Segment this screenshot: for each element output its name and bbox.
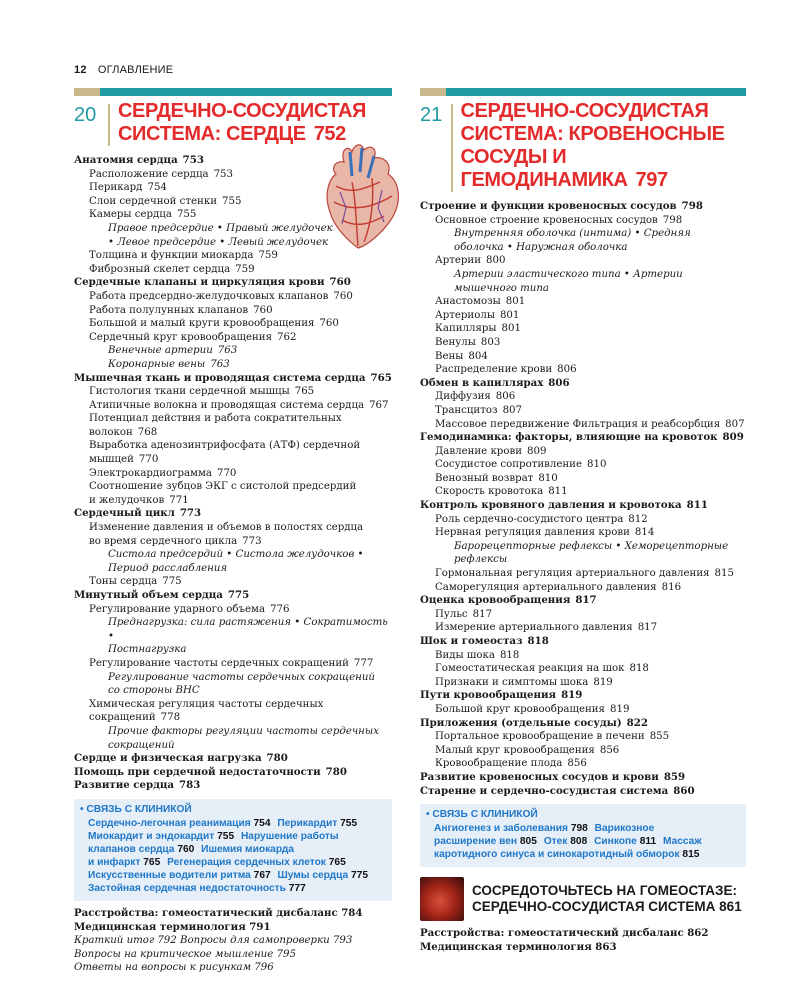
toc-entry: Оценка кровообращения 817 (420, 594, 597, 607)
toc-entry: Старение и сердечно-сосудистая система 860 (420, 784, 695, 797)
toc-page: 810 (587, 459, 607, 471)
toc-page: 856 (599, 744, 620, 756)
end-matter (74, 907, 392, 975)
toc-entry: Регулирование частоты сердечных сокращений (108, 671, 375, 683)
toc-entry: и желудочков 771 (89, 494, 189, 506)
toc-page: 807 (725, 418, 745, 430)
toc-entry: Помощь при сердечной недостаточности 780 (74, 765, 347, 778)
toc-entry: Работа полулунных клапанов 760 (89, 304, 273, 316)
toc-entry: Соотношение зубцов ЭКГ с систолой предсердий (89, 481, 357, 493)
toc-page: 817 (575, 594, 597, 607)
clinic-topic: и инфаркт (88, 856, 144, 868)
toc-entry: Сердце и физическая нагрузка 780 (74, 752, 288, 765)
toc-entry: Камеры сердца 755 (89, 209, 197, 221)
toc-page: 770 (138, 454, 159, 466)
toc-page: 801 (499, 309, 520, 321)
chapter-heading (420, 100, 746, 192)
toc-page: 822 (626, 716, 648, 729)
clinic-topic: Нарушение работы (240, 830, 339, 842)
toc-entry: Массовое передвижение Фильтрация и реабсорбция 807 (435, 418, 745, 430)
toc-entry: Минутный объем сердца 775 (74, 589, 250, 601)
toc-entry: Слои сердечной стенки 755 (89, 195, 242, 207)
toc-entry: мышечного типа (454, 282, 549, 294)
toc-page: 762 (277, 331, 297, 343)
clinic-topic: Ангиогенез и заболевания (434, 823, 571, 835)
clinic-box (420, 804, 746, 867)
toc-page: 760 (319, 318, 339, 330)
toc-page: 767 (369, 399, 389, 411)
chapter-number: 20 (74, 104, 97, 126)
toc-page: 768 (137, 426, 158, 438)
toc-page: 818 (527, 635, 549, 647)
toc-entry: Шок и гомеостаз 818 (420, 635, 549, 647)
toc-entry: Скорость кровотока 811 (435, 486, 568, 498)
toc-page: 817 (637, 622, 658, 634)
toc-entry: Работа предсердно-желудочковых клапанов 760 (89, 290, 353, 302)
toc-entry: Приложения (отдельные сосуды) 822 (420, 716, 648, 729)
toc-entry: Роль сердечно-сосудистого центра 812 (435, 513, 648, 525)
toc-entry: Вены 804 (435, 350, 488, 362)
toc-entry: Основное строение кровеносных сосудов 798 (435, 214, 683, 226)
clinic-topic: Массаж (662, 836, 702, 848)
toc-entry: Выработка аденозинтрифосфата (АТФ) сердечной (89, 440, 361, 452)
toc-page: 783 (179, 779, 201, 792)
toc-entry: Сердечный круг кровообращения 762 (89, 331, 297, 343)
clinic-page: 755 (217, 830, 237, 842)
toc-entry: Фиброзный скелет сердца 759 (89, 263, 255, 275)
chapter-title: СЕРДЕЧНО-СОСУДИСТАЯ СИСТЕМА: КРОВЕНОСНЫЕ СОСУДЫ И ГЕМОДИНАМИКА 797 (460, 100, 725, 191)
clinic-topic: Искусственные водители ритма (88, 869, 254, 881)
toc-entry: во время сердечного цикла 773 (89, 535, 262, 547)
toc-page: 817 (472, 608, 493, 620)
toc-page: 773 (242, 535, 262, 547)
toc-page: 807 (502, 404, 523, 416)
toc-page: 755 (176, 209, 197, 221)
section-title: ОГЛАВЛЕНИЕ (97, 64, 174, 76)
clinic-line (88, 843, 386, 856)
toc-entry: Артериолы 801 (435, 309, 520, 321)
toc-entry: Строение и функции кровеносных сосудов 798 (420, 200, 703, 212)
toc-entry: Потенциал действия и работа сократительных волокон 768 (89, 413, 342, 438)
toc-page: 780 (266, 752, 288, 765)
toc-page: 760 (253, 304, 273, 316)
clinic-page: 765 (328, 856, 346, 868)
clinic-page: 755 (340, 817, 358, 829)
toc-entry: Барорецепторные рефлексы • Хеморецепторные (454, 540, 729, 552)
toc-page: 806 (548, 376, 570, 389)
toc-entry: Распределение крови 806 (435, 364, 577, 376)
toc-entry: Анастомозы 801 (435, 296, 526, 308)
clinic-page: 798 (570, 823, 591, 835)
end-matter-entry: Вопросы на критическое мышление 795 (74, 948, 296, 960)
clinic-topic: Перикардит (277, 817, 341, 829)
end-matter-entry: Расстройства: гомеостатический дисбаланс 784 (74, 906, 363, 919)
toc-page: 810 (538, 472, 558, 484)
toc-entry: Атипичные волокна и проводящая система сердца 767 (89, 399, 389, 411)
toc-page: 809 (527, 445, 547, 457)
toc-entry: Большой и малый круги кровообращения 760 (89, 318, 339, 330)
chapter-bar (420, 88, 746, 96)
toc-page: 806 (495, 391, 516, 403)
toc-page: 803 (480, 336, 501, 348)
toc-entry: Сосудистое сопротивление 810 (435, 459, 607, 471)
toc-entry: Признаки и симптомы шока 819 (435, 676, 613, 688)
clinic-page: 765 (143, 856, 164, 868)
toc-entry: Венулы 803 (435, 336, 501, 348)
toc-page: 800 (486, 255, 506, 267)
heart-photo-icon (420, 877, 464, 921)
end-matter-entry: Медицинская терминология 791 (74, 920, 271, 933)
toc-page: 780 (325, 765, 347, 778)
toc-entry: Диффузия 806 (435, 391, 516, 403)
toc-page: 859 (663, 770, 686, 783)
toc-entry: Венечные артерии 763 (108, 345, 238, 357)
toc-page: 753 (182, 154, 204, 166)
toc-entry: Регулирование частоты сердечных сокращений 777 (89, 657, 374, 669)
toc-page: 770 (216, 467, 237, 479)
toc-entry: Мышечная ткань и проводящая система сердца 765 (74, 371, 392, 384)
clinic-page: 811 (639, 836, 659, 848)
clinic-page: 777 (288, 882, 306, 894)
toc-entry: Коронарные вены 763 (108, 358, 230, 370)
toc-page: 759 (235, 263, 255, 275)
chapter-heading (74, 100, 392, 146)
toc-entry: Сердечные клапаны и циркуляция крови 760 (74, 276, 351, 289)
toc-entry: со стороны ВНС (108, 685, 200, 697)
clinic-line (88, 869, 386, 882)
chapter-number: 21 (420, 104, 443, 126)
toc-entry: Нервная регуляция давления крови 814 (435, 527, 655, 539)
clinic-header: • СВЯЗЬ С КЛИНИКОЙ (80, 803, 192, 815)
clinic-topic: Миокардит и эндокардит (88, 830, 218, 842)
toc-page: 818 (629, 663, 649, 675)
clinic-line (88, 830, 386, 843)
toc-entry: Развитие сердца 783 (74, 779, 201, 792)
toc-page: 814 (634, 527, 655, 539)
clinic-topic: Застойная сердечная недостаточность (88, 882, 289, 894)
toc-entry: Период расслабления (108, 562, 228, 574)
clinic-topic: каротидного синуса и синокаротидный обморок (434, 849, 683, 861)
toc-page: 760 (333, 290, 353, 302)
toc-page: 804 (468, 350, 488, 362)
toc-entry: Систола предсердий • Систола желудочков • (108, 549, 364, 561)
toc-entry: Регулирование ударного объема 776 (89, 603, 290, 615)
toc-entry: Артерии 800 (435, 255, 506, 267)
toc-page: 801 (505, 296, 526, 308)
toc-page: 798 (662, 214, 683, 226)
toc-entry: Портальное кровообращение в печени 855 (435, 731, 670, 743)
toc-page: 855 (649, 731, 670, 743)
running-header (74, 64, 173, 76)
clinic-page: 775 (350, 869, 368, 881)
toc-entry: Перикард 754 (89, 182, 167, 194)
toc-page: 771 (169, 494, 189, 506)
clinic-page: 805 (519, 836, 540, 848)
toc-entry: Тоны сердца 775 (89, 576, 182, 588)
clinic-header: • СВЯЗЬ С КЛИНИКОЙ (426, 809, 538, 821)
toc-page: 775 (162, 576, 182, 588)
clinic-topic: клапанов сердца (88, 843, 178, 855)
toc-page: 773 (179, 507, 202, 520)
toc-entry: мышцей 770 (89, 454, 159, 466)
chapter-title: СЕРДЕЧНО-СОСУДИСТАЯ СИСТЕМА: СЕРДЦЕ 752 (118, 100, 367, 145)
clinic-page: 767 (253, 869, 274, 881)
toc-entry: Пути кровообращения 819 (420, 689, 583, 702)
toc-entry: Анатомия сердца 753 (74, 154, 204, 166)
toc-page: 811 (548, 486, 568, 498)
toc-entry: Кровообращение плода 856 (435, 758, 587, 770)
toc-entry: Венозный возврат 810 (435, 472, 558, 484)
toc-entry: Преднагрузка: сила растяжения • Сократимость • (108, 617, 388, 642)
toc-page: 759 (258, 250, 278, 262)
toc-entry: Капилляры 801 (435, 323, 521, 335)
toc-entry: Правое предсердие • Правый желудочек (108, 222, 333, 234)
chapter-page: 797 (635, 169, 668, 191)
toc-entry: Электрокардиограмма 770 (89, 467, 237, 479)
toc-page: 755 (222, 195, 242, 207)
toc-page: 777 (353, 657, 374, 669)
toc-entry: Внутренняя оболочка (интима) • Средняя (454, 228, 691, 240)
end-matter-entry: Краткий итог 792 Вопросы для самопроверки 793 (74, 935, 353, 947)
toc-entry: рефлексы (454, 554, 508, 566)
toc-page: 819 (561, 689, 583, 702)
toc-page: 816 (661, 581, 682, 593)
toc-page: 809 (722, 431, 744, 444)
toc-page: 778 (160, 712, 181, 724)
toc-entry: оболочка • Наружная оболочка (454, 241, 628, 253)
toc-page: 776 (270, 603, 290, 615)
clinic-box (74, 799, 392, 901)
clinic-topic: расширение вен (434, 836, 520, 848)
clinic-page: 808 (570, 836, 591, 848)
clinic-topic: Отек (543, 836, 571, 848)
toc-entry: Саморегуляция артериального давления 816 (435, 581, 682, 593)
toc-entry: Малый круг кровообращения 856 (435, 744, 620, 756)
toc-page: 818 (499, 649, 520, 661)
toc-entry: Гемодинамика: факторы, влияющие на кровоток 809 (420, 431, 744, 444)
clinic-line (434, 822, 740, 835)
toc-page: 860 (673, 784, 695, 797)
toc-list (420, 200, 746, 798)
toc-page: 811 (686, 499, 708, 512)
toc-entry: Изменение давления и объемов в полостях сердца (89, 522, 364, 534)
chapter-bar (74, 88, 392, 96)
toc-page: 753 (213, 168, 234, 180)
toc-entry: Артерии эластического типа • Артерии (454, 268, 683, 280)
toc-entry: • Левое предсердие • Левый желудочек (108, 236, 329, 248)
clinic-page: 754 (253, 817, 274, 829)
toc-page: 763 (210, 358, 230, 370)
toc-page: 806 (557, 364, 577, 376)
toc-page: 775 (227, 589, 250, 601)
heart-illustration (322, 142, 404, 250)
toc-entry: Давление крови 809 (435, 445, 547, 457)
page-number: 12 (74, 64, 87, 76)
clinic-topic: Синкопе (594, 836, 640, 848)
toc-page: 819 (593, 676, 613, 688)
clinic-topic: Регенерация сердечных клеток (167, 856, 329, 868)
chapter-21-column (420, 88, 746, 954)
toc-page: 765 (370, 371, 392, 384)
clinic-line (88, 817, 386, 830)
chapter-page: 752 (313, 123, 346, 145)
toc-entry: Трансцитоз 807 (435, 404, 523, 416)
toc-page: 856 (567, 758, 587, 770)
toc-entry: сокращений (108, 739, 175, 751)
toc-page: 763 (217, 345, 238, 357)
toc-entry: Гистология ткани сердечной мышцы 765 (89, 386, 315, 398)
toc-page: 760 (329, 276, 351, 289)
clinic-topic: Сердечно-легочная реанимация (88, 817, 254, 829)
toc-entry: Измерение артериального давления 817 (435, 622, 658, 634)
clinic-line (88, 882, 386, 895)
clinic-page: 815 (682, 849, 700, 861)
toc-entry: Сердечный цикл 773 (74, 507, 202, 520)
toc-entry: Развитие кровеносных сосудов и крови 859 (420, 770, 686, 783)
toc-page: 815 (714, 568, 734, 580)
end-matter-entry: Ответы на вопросы к рисункам 796 (74, 962, 274, 974)
toc-entry: Гомеостатическая реакция на шок 818 (435, 663, 649, 675)
end-matter-entry: Медицинская терминология 863 (420, 940, 617, 953)
clinic-line (88, 856, 386, 869)
clinic-line (434, 835, 740, 848)
toc-entry: Расположение сердца 753 (89, 168, 234, 180)
clinic-page: 760 (177, 843, 198, 855)
toc-entry: Пульс 817 (435, 608, 493, 620)
toc-page: 819 (610, 703, 630, 715)
focus-homeostasis: СОСРЕДОТОЧЬТЕСЬ НА ГОМЕОСТАЗЕ: СЕРДЕЧНО-СОСУДИСТАЯ СИСТЕМА 861 (420, 877, 746, 921)
end-matter-entry: Расстройства: гомеостатический дисбаланс 862 (420, 927, 709, 940)
toc-page: 765 (294, 386, 315, 398)
toc-page: 812 (628, 513, 648, 525)
toc-entry: Большой круг кровообращения 819 (435, 703, 630, 715)
clinic-topic: Шумы сердца (277, 869, 351, 881)
end-matter (420, 927, 746, 954)
toc-entry: Толщина и функции миокарда 759 (89, 250, 278, 262)
toc-entry: Контроль кровяного давления и кровотока 811 (420, 499, 708, 512)
toc-page: 801 (501, 323, 521, 335)
clinic-topic: Ишемия миокарда (201, 843, 294, 855)
toc-entry: Гормональная регуляция артериального давления 815 (435, 568, 734, 580)
toc-entry: Химическая регуляция частоты сердечных сокращений 778 (89, 698, 324, 724)
toc-page: 754 (147, 182, 167, 194)
clinic-topic: Варикозное (594, 823, 655, 835)
toc-entry: Обмен в капиллярах 806 (420, 376, 570, 389)
clinic-line (434, 848, 740, 861)
toc-entry: Виды шока 818 (435, 649, 520, 661)
toc-entry: Постнагрузка (108, 644, 187, 656)
toc-entry: Прочие факторы регуляции частоты сердечных (108, 725, 379, 737)
toc-page: 798 (681, 200, 703, 212)
